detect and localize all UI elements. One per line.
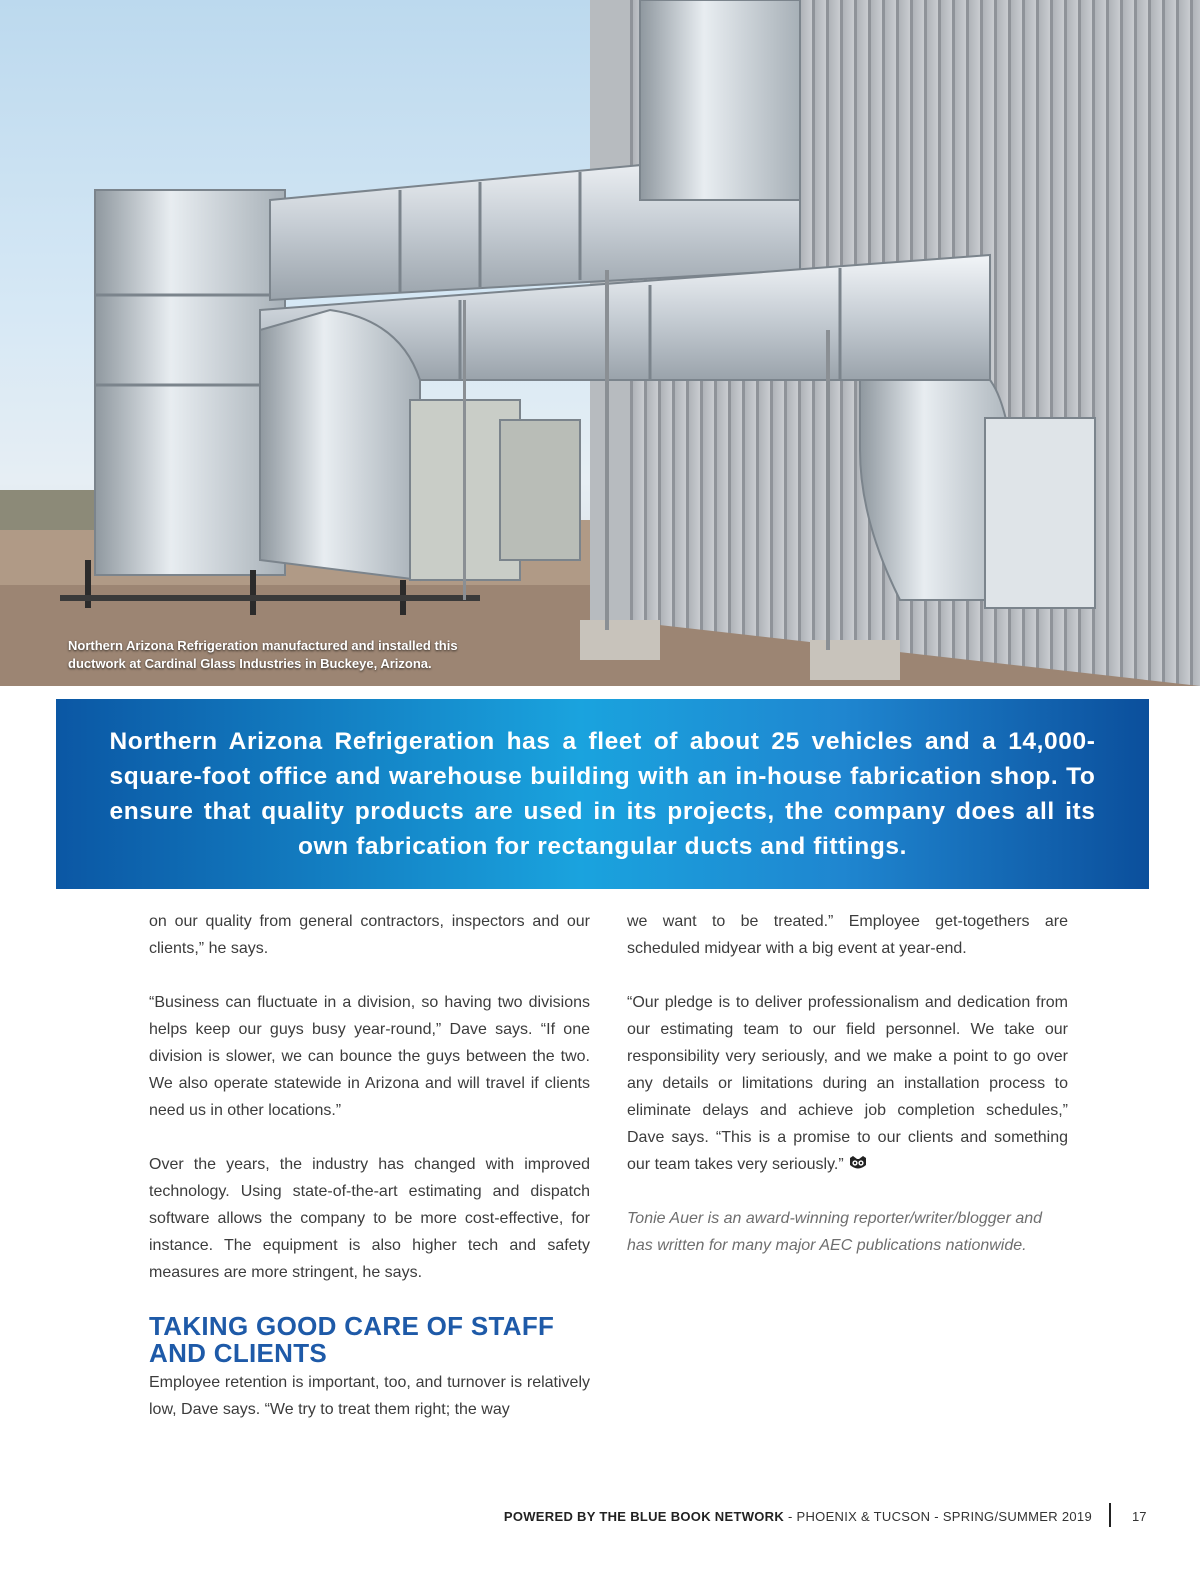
right-paragraph-2-text: “Our pledge is to deliver professionalism and dedication from our estimating team to our field personnel. We take our responsibility very seriously, and we make a point to go over any details or limitations during an installation process to eliminate delays and achieve job completion schedules,” Dave says. “This is a promise to our clients and something our team takes very seriously.”: [627, 994, 1068, 1173]
photo-caption-line-2: ductwork at Cardinal Glass Industries in Buckeye, Arizona.: [68, 656, 432, 671]
ductwork-photo-illustration: [0, 0, 1200, 686]
footer-divider: [1109, 1503, 1111, 1527]
right-column: [627, 908, 1068, 1286]
photo-caption: [68, 637, 528, 673]
pull-quote-banner: [56, 699, 1149, 889]
left-paragraph-4: Employee retention is important, too, and turnover is relatively low, Dave says. “We try to treat them right; the way: [149, 1374, 590, 1418]
right-paragraph-2: [627, 989, 1068, 1178]
section-heading-line-1: TAKING GOOD CARE OF STAFF: [149, 1311, 555, 1341]
footer-brand: POWERED BY THE BLUE BOOK NETWORK: [503, 1509, 785, 1524]
left-paragraph-1: on our quality from general contractors, inspectors and our clients,” he says.: [149, 913, 590, 957]
pull-quote-text: Northern Arizona Refrigeration has a fleet of about 25 vehicles and a 14,000-square-foot office and warehouse building with an in-house fabrication shop. To ensure that quality products are used in its projects, the company does all its own fabrication for rectangular ducts and fittings.: [109, 728, 1096, 860]
right-paragraph-1: we want to be treated.” Employee get-togethers are scheduled midyear with a big event at year-end.: [627, 913, 1068, 957]
left-paragraph-3: Over the years, the industry has changed with improved technology. Using state-of-the-art estimating and dispatch software allows the company to be more cost-effective, for instance. The equipment is also higher tech and safety measures are more stringent, he says.: [149, 1156, 590, 1281]
footer-edition: - PHOENIX & TUCSON - SPRING/SUMMER 2019: [784, 1509, 1092, 1524]
section-heading-line-2: AND CLIENTS: [149, 1338, 328, 1368]
author-byline: Tonie Auer is an award-winning reporter/writer/blogger and has written for many major AEC publications nationwide.: [627, 1210, 1043, 1254]
left-column: [149, 908, 590, 1450]
page-footer: [504, 1507, 1092, 1527]
owl-end-mark-icon: [848, 1155, 868, 1171]
page-number: 17: [1132, 1509, 1147, 1524]
photo-caption-line-1: Northern Arizona Refrigeration manufactured and installed this: [68, 638, 458, 653]
section-heading: [149, 1313, 590, 1367]
hero-photo: [0, 0, 1200, 686]
left-paragraph-2: “Business can fluctuate in a division, so having two divisions helps keep our guys busy year-round,” Dave says. “If one division is slower, we can bounce the guys between the two. We also operate statewide in Arizona and will travel if clients need us in other locations.”: [149, 994, 590, 1119]
